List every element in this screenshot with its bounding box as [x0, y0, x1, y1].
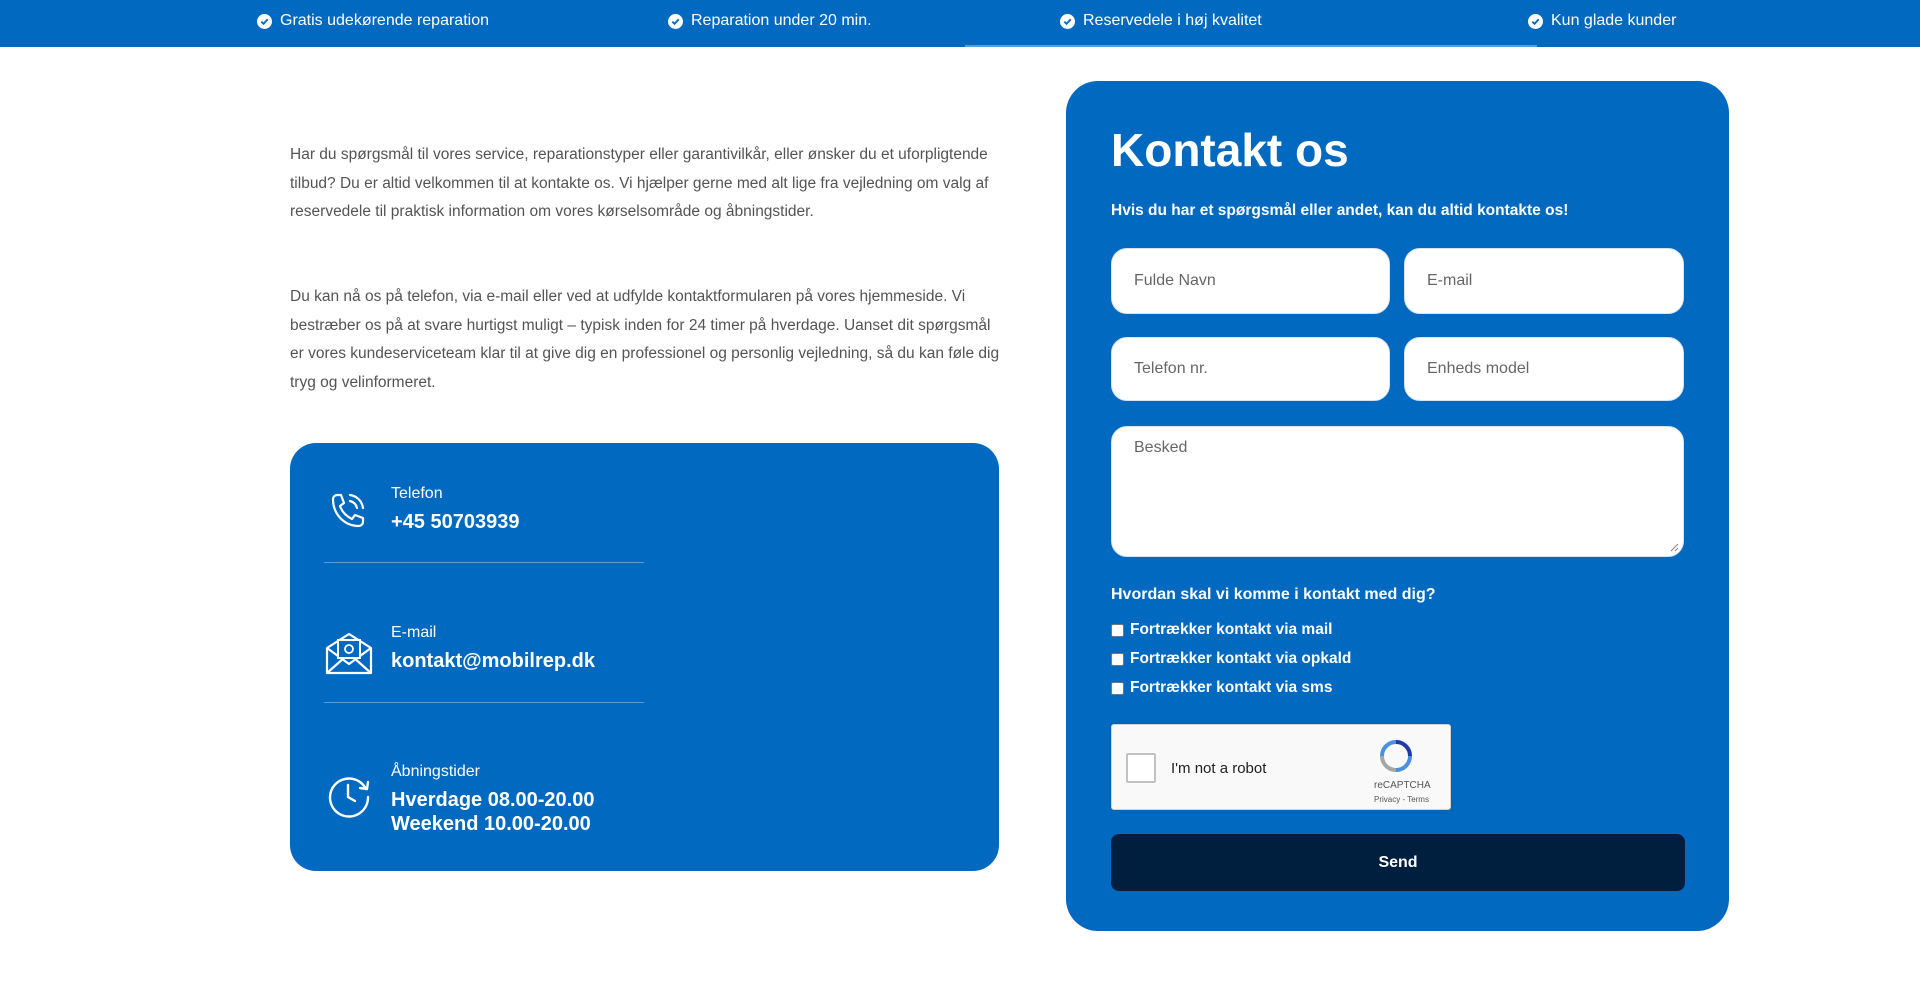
check-circle-icon [1528, 14, 1543, 29]
contact-option-mail[interactable] [1111, 621, 1332, 639]
contact-form-card [1066, 81, 1729, 931]
contact-option-call[interactable] [1111, 650, 1351, 668]
form-subtitle: Hvis du har et spørgsmål eller andet, kan du altid kontakte os! [1111, 202, 1569, 219]
topbar-divider [965, 45, 1537, 47]
benefit-item [1060, 12, 1262, 30]
phone-number[interactable]: +45 50703939 [391, 511, 520, 533]
phone-label: Telefon [391, 485, 443, 502]
resize-handle-icon[interactable] [1669, 542, 1679, 552]
hours-weekdays: Hverdage 08.00-20.00 [391, 789, 595, 811]
hours-weekend: Weekend 10.00-20.00 [391, 813, 591, 835]
contact-info-card [290, 443, 999, 871]
option-label: Fortrækker kontakt via mail [1130, 621, 1333, 638]
recaptcha-label: I'm not a robot [1171, 760, 1267, 777]
check-circle-icon [1060, 14, 1075, 29]
recaptcha-brand: reCAPTCHA [1374, 780, 1431, 791]
email-address[interactable]: kontakt@mobilrep.dk [391, 650, 595, 672]
checkbox[interactable] [1111, 682, 1124, 695]
info-divider [324, 702, 644, 703]
check-circle-icon [257, 14, 272, 29]
info-divider [324, 562, 644, 563]
contact-option-sms[interactable] [1111, 679, 1332, 697]
email-input[interactable] [1404, 248, 1684, 314]
contact-method-question: Hvordan skal vi komme i kontakt med dig? [1111, 586, 1436, 603]
benefit-label: Reservedele i høj kvalitet [1083, 12, 1262, 29]
benefit-item [257, 12, 489, 30]
recaptcha-widget [1111, 724, 1451, 810]
phone-icon [324, 487, 374, 537]
top-benefits-bar [0, 0, 1920, 47]
phone-input[interactable] [1111, 337, 1390, 401]
device-model-input[interactable] [1404, 337, 1684, 401]
clock-icon [324, 771, 374, 821]
send-button[interactable]: Send [1111, 834, 1685, 891]
recaptcha-logo-icon [1376, 738, 1416, 774]
checkbox[interactable] [1111, 624, 1124, 637]
email-label: E-mail [391, 624, 437, 641]
option-label: Fortrækker kontakt via sms [1130, 679, 1333, 696]
hours-label: Åbningstider [391, 763, 480, 780]
benefit-item [668, 12, 872, 30]
benefit-label: Reparation under 20 min. [691, 12, 872, 29]
option-label: Fortrækker kontakt via opkald [1130, 650, 1352, 667]
intro-paragraph: Du kan nå os på telefon, via e-mail eller ved at udfylde kontaktformularen på vores hjemmeside. Vi bestræber os på at svare hurtigst muligt – typisk inden for 24 timer på hverdage. Uanset dit spørgsmål er vores kundeserviceteam klar til at give dig en professionel og personlig vejledning, så du kan føle dig tryg og velinformeret. [290, 288, 1000, 391]
email-icon [324, 628, 374, 678]
recaptcha-checkbox[interactable] [1126, 753, 1156, 783]
checkbox[interactable] [1111, 653, 1124, 666]
message-textarea[interactable] [1111, 426, 1684, 557]
intro-paragraph: Har du spørgsmål til vores service, reparationstyper eller garantivilkår, eller ønsker du et uforpligtende tilbud? Du er altid velkommen til at kontakte os. Vi hjælper gerne med alt lige fra vejledning om valg af reservedele til praktisk information om vores kørselsområde og åbningstider. [290, 146, 989, 220]
check-circle-icon [668, 14, 683, 29]
name-input[interactable] [1111, 248, 1390, 314]
form-title: Kontakt os [1111, 124, 1349, 176]
benefit-item [1528, 12, 1676, 30]
recaptcha-links[interactable]: Privacy - Terms [1374, 795, 1429, 804]
benefit-label: Gratis udekørende reparation [280, 12, 489, 29]
benefit-label: Kun glade kunder [1551, 12, 1677, 29]
